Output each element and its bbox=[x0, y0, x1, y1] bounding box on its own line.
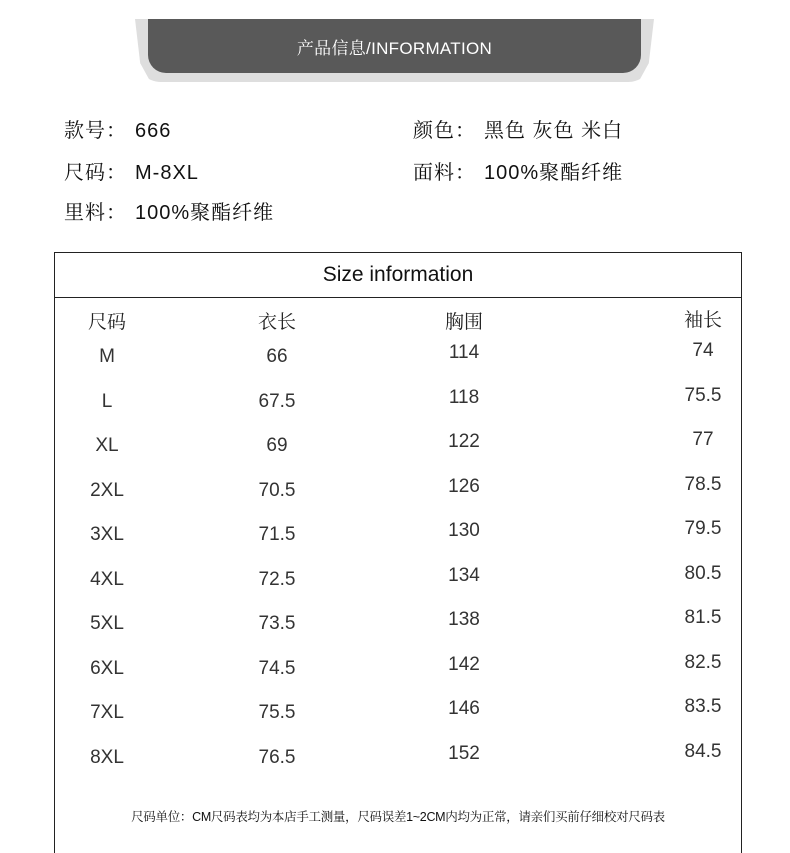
size-note: 尺码单位：CM尺码表均为本店手工测量，尺码误差1~2CM内均为正常，请亲们买前仔细校对尺码表 bbox=[131, 810, 665, 824]
table-cell: 70.5 bbox=[258, 480, 296, 501]
table-cell: 126 bbox=[448, 476, 480, 497]
fabric-label: 面料： bbox=[413, 162, 476, 184]
table-cell: 75.5 bbox=[258, 702, 296, 723]
table-cell: 5XL bbox=[90, 613, 124, 634]
table-cell: 114 bbox=[448, 342, 480, 363]
fabric-value: 100%聚酯纤维 bbox=[484, 162, 624, 184]
table-cell: 6XL bbox=[90, 658, 124, 679]
size-table bbox=[54, 252, 742, 853]
table-cell: 152 bbox=[448, 743, 480, 764]
column-header: 胸围 bbox=[444, 312, 484, 333]
lining-label: 里料： bbox=[64, 202, 127, 224]
size-range-label: 尺码： bbox=[64, 162, 127, 184]
table-cell: 8XL bbox=[90, 747, 124, 768]
table-cell: 81.5 bbox=[684, 607, 722, 628]
table-cell: L bbox=[101, 391, 113, 412]
banner bbox=[148, 19, 641, 73]
column-header: 袖长 bbox=[683, 310, 723, 331]
table-cell: 83.5 bbox=[684, 696, 722, 717]
table-cell: 74.5 bbox=[258, 658, 296, 679]
fabric-info bbox=[413, 156, 623, 185]
style-number-label: 款号： bbox=[64, 120, 127, 142]
size-range-value: M-8XL bbox=[135, 162, 199, 184]
table-cell: 2XL bbox=[90, 480, 124, 501]
table-cell: 69 bbox=[266, 435, 288, 456]
lining-info bbox=[64, 196, 274, 225]
table-cell: 79.5 bbox=[684, 518, 722, 539]
table-cell: 77 bbox=[692, 429, 714, 450]
table-cell: M bbox=[99, 346, 115, 367]
table-cell: XL bbox=[95, 435, 119, 456]
banner-title: 产品信息/INFORMATION bbox=[296, 38, 493, 58]
table-cell: 122 bbox=[448, 431, 480, 452]
table-cell: 74 bbox=[692, 340, 714, 361]
table-cell: 75.5 bbox=[684, 385, 722, 406]
table-cell: 118 bbox=[448, 387, 480, 408]
table-cell: 78.5 bbox=[684, 474, 722, 495]
table-cell: 73.5 bbox=[258, 613, 296, 634]
color-info bbox=[413, 114, 623, 143]
table-cell: 130 bbox=[448, 520, 480, 541]
lining-value: 100%聚酯纤维 bbox=[135, 202, 275, 224]
table-cell: 146 bbox=[448, 698, 480, 719]
table-cell: 3XL bbox=[90, 524, 124, 545]
size-table-title: Size information bbox=[55, 253, 741, 298]
table-cell: 4XL bbox=[90, 569, 124, 590]
column-header: 衣长 bbox=[257, 312, 297, 333]
style-number-value: 666 bbox=[135, 120, 172, 142]
table-cell: 71.5 bbox=[258, 524, 296, 545]
table-cell: 134 bbox=[448, 565, 480, 586]
table-cell: 7XL bbox=[90, 702, 124, 723]
color-label: 颜色： bbox=[413, 120, 476, 142]
table-cell: 142 bbox=[448, 654, 480, 675]
size-range bbox=[64, 156, 199, 185]
table-cell: 84.5 bbox=[684, 741, 722, 762]
table-cell: 67.5 bbox=[258, 391, 296, 412]
color-value: 黑色 灰色 米白 bbox=[484, 120, 624, 142]
table-cell: 72.5 bbox=[258, 569, 296, 590]
table-cell: 76.5 bbox=[258, 747, 296, 768]
style-number bbox=[64, 114, 171, 143]
table-cell: 80.5 bbox=[684, 563, 722, 584]
table-cell: 82.5 bbox=[684, 652, 722, 673]
table-cell: 66 bbox=[266, 346, 288, 367]
column-header: 尺码 bbox=[87, 312, 127, 333]
table-cell: 138 bbox=[448, 609, 480, 630]
